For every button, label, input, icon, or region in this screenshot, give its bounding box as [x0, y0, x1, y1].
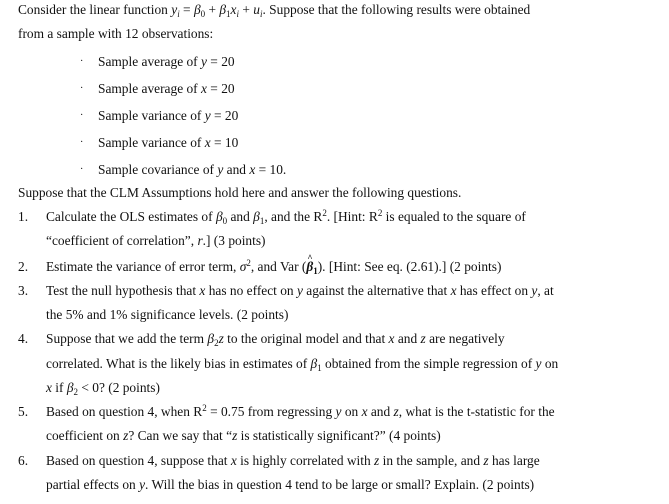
question-number: 1.: [18, 209, 29, 224]
bullet-dot: ·: [80, 110, 84, 121]
bullet-item: Sample variance of x = 10: [98, 135, 239, 150]
bullet-dot: ·: [80, 83, 84, 94]
question-2-line-1: Estimate the variance of error term, $\sigma^2$, and Var (^ $\beta_1$). [Hint: See eq. (2.61).] (2 points): [46, 259, 501, 275]
question-number: 3.: [18, 283, 29, 298]
bullet-dot: ·: [80, 164, 84, 175]
assumption-statement: Suppose that the CLM Assumptions hold here and answer the following questions.: [18, 185, 462, 200]
question-number: 2.: [18, 259, 29, 274]
question-4-line-2: correlated. What is the likely bias in estimates of $\beta_1$ obtained from the simple regression of y on: [46, 356, 559, 373]
question-6-line-2: partial effects on y. Will the bias in question 4 tend to be large or small? Explain. (2 points): [46, 477, 535, 492]
question-5-line-2: coefficient on z? Can we say that “z is statistically significant?” (4 points): [46, 428, 441, 443]
bullet-item: Sample average of x = 20: [98, 81, 235, 96]
intro-line-2: from a sample with 12 observations:: [18, 26, 214, 41]
question-3-line-2: the 5% and 1% significance levels. (2 points): [46, 307, 289, 322]
question-number: 4.: [18, 331, 29, 346]
bullet-dot: ·: [80, 56, 84, 67]
bullet-item: Sample variance of y = 20: [98, 108, 239, 123]
bullet-dot: ·: [80, 137, 84, 148]
intro-line-1: Consider the linear function $y_i = \beta_0 + \beta_1x_i + u_i$. Suppose that the following results were obtained: [18, 2, 531, 19]
question-1-line-2: “coefficient of correlation”, r.] (3 points): [46, 233, 266, 248]
question-number: 5.: [18, 404, 29, 419]
question-5-line-1: Based on question 4, when $R^2 = 0.75$ from regressing y on x and z, what is the t-statistic for the: [46, 403, 555, 419]
question-3-line-1: Test the null hypothesis that x has no effect on y against the alternative that x has effect on y, at: [46, 283, 554, 298]
question-4-line-3: x if $\beta_2 < 0$? (2 points): [46, 380, 160, 397]
question-4-line-1: Suppose that we add the term $\beta_2z$ to the original model and that x and z are negatively: [46, 331, 505, 348]
bullet-item: Sample average of y = 20: [98, 54, 235, 69]
question-6-line-1: Based on question 4, suppose that x is highly correlated with z in the sample, and z has large: [46, 453, 540, 468]
question-1-line-1: Calculate the OLS estimates of $\beta_0$ and $\beta_1$, and the $R^2$. [Hint: $R^2$ is equaled to the square of: [46, 208, 526, 226]
question-number: 6.: [18, 453, 29, 468]
bullet-item: Sample covariance of y and x = 10.: [98, 162, 287, 177]
